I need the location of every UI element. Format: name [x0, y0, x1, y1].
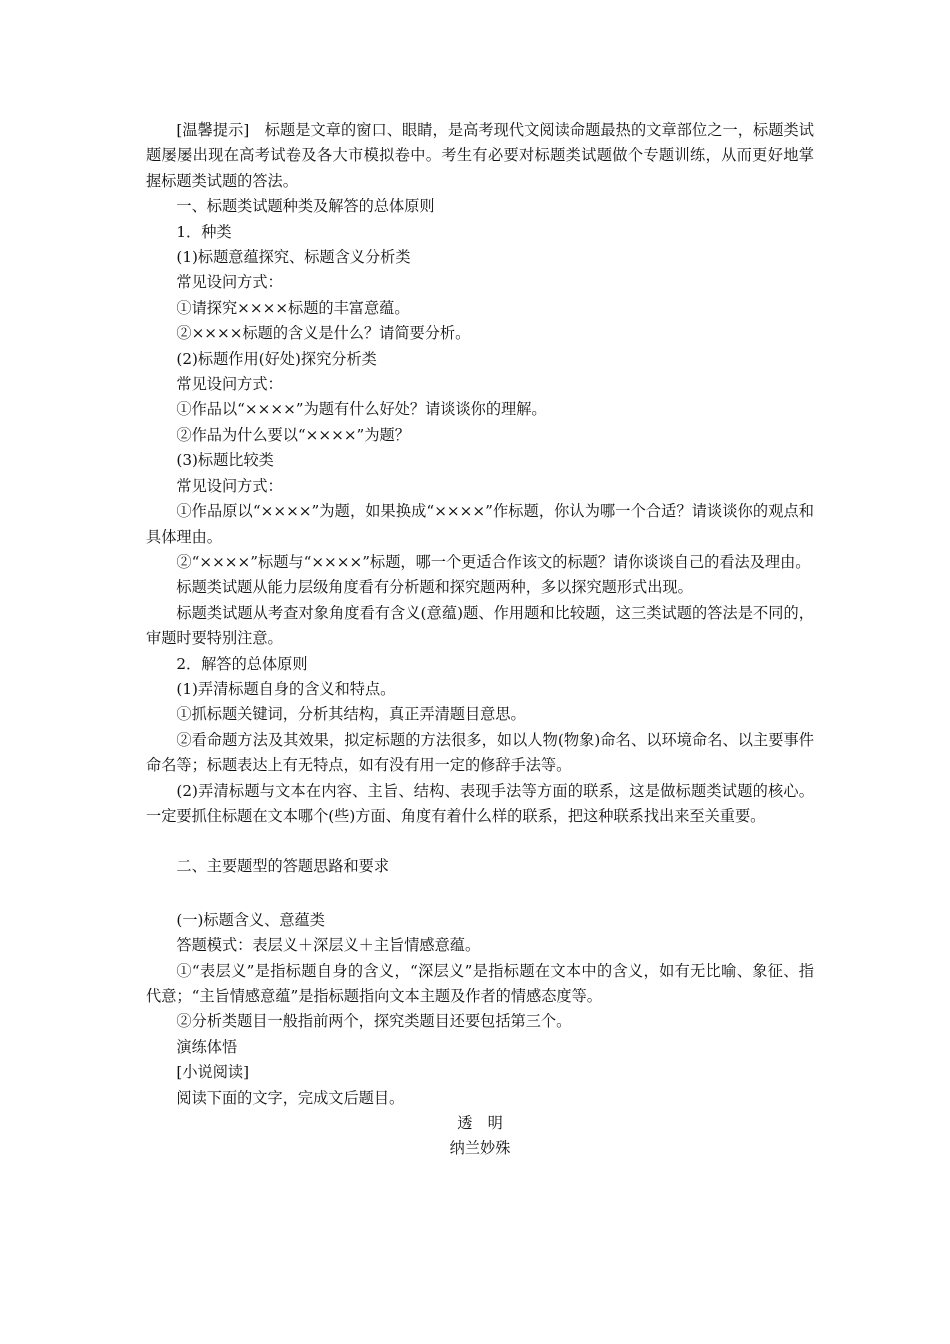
- type-2-item-a: ①作品以“××××”为题有什么好处？请谈谈你的理解。: [176, 400, 547, 419]
- subsection-principles-heading: 2．解答的总体原则: [176, 654, 308, 673]
- principle-2: (2)弄清标题与文本在内容、主旨、结构、表现手法等方面的联系，这是做标题类试题的核心。一定要抓住标题在文本哪个(些)方面、角度有着什么样的联系，把这种联系找出来至关重要。: [146, 781, 814, 825]
- novel-reading-tag: [小说阅读]: [176, 1063, 249, 1082]
- type-2-question-label: 常见设问方式：: [176, 375, 283, 394]
- answer-model-item-a: ①“表层义”是指标题自身的含义，“深层义”是指标题在文本中的含义，如有无比喻、象征、指代意；“主旨情感意蕴”是指标题指向文本主题及作者的情感态度等。: [146, 961, 814, 1005]
- subsection-types-heading: 1．种类: [176, 222, 232, 241]
- type-3-item-b: ②“××××”标题与“××××”标题，哪一个更适合作该文的标题？请你谈谈自己的看法及理由。: [176, 552, 811, 571]
- principle-1-item-b: ②看命题方法及其效果，拟定标题的方法很多，如以人物(物象)命名、以环境命名、以主要事件命名等；标题表达上有无特点，如有没有用一定的修辞手法等。: [146, 730, 814, 775]
- type-1-item-b: ②××××标题的含义是什么？请简要分析。: [176, 324, 471, 343]
- type-1-heading: (1)标题意蕴探究、标题含义分析类: [176, 248, 411, 267]
- principle-1-item-a: ①抓标题关键词，分析其结构，真正弄清题目意思。: [176, 705, 526, 724]
- answer-model-item-b: ②分析类题目一般指前两个，探究类题目还要包括第三个。: [176, 1012, 572, 1031]
- type-3-question-label: 常见设问方式：: [176, 476, 283, 495]
- section-1-heading: 一、标题类试题种类及解答的总体原则: [176, 197, 435, 216]
- category-1-heading: (一)标题含义、意蕴类: [176, 910, 325, 929]
- story-author: 纳兰妙殊: [449, 1139, 511, 1158]
- practice-heading: 演练体悟: [176, 1037, 238, 1056]
- type-1-question-label: 常见设问方式：: [176, 273, 283, 292]
- type-3-item-a: ①作品原以“××××”为题，如果换成“××××”作标题，你认为哪一个合适？请谈谈你的观点和具体理由。: [146, 502, 814, 546]
- note-exam-target: 标题类试题从考查对象角度看有含义(意蕴)题、作用题和比较题，这三类试题的答法是不同的，审题时要特别注意。: [146, 603, 814, 648]
- type-3-heading: (3)标题比较类: [176, 451, 274, 470]
- section-2-heading: 二、主要题型的答题思路和要求: [176, 857, 390, 876]
- note-ability-level: 标题类试题从能力层级角度看有分析题和探究题两种，多以探究题形式出现。: [176, 578, 693, 597]
- type-2-heading: (2)标题作用(好处)探究分析类: [176, 349, 377, 368]
- reading-instruction: 阅读下面的文字，完成文后题目。: [176, 1088, 405, 1107]
- story-title: 透 明: [457, 1114, 503, 1133]
- answer-model: 答题模式：表层义＋深层义＋主旨情感意蕴。: [176, 936, 481, 955]
- principle-1: (1)弄清标题自身的含义和特点。: [176, 679, 396, 698]
- document-page: [146, 118, 814, 1162]
- intro-paragraph: [温馨提示] 标题是文章的窗口、眼睛，是高考现代文阅读命题最热的文章部位之一，标题类试题屡屡出现在高考试卷及各大市模拟卷中。考生有必要对标题类试题做个专题训练，从而更好地掌握标题类试题的答法。: [146, 121, 814, 190]
- type-2-item-b: ②作品为什么要以“××××”为题？: [176, 425, 410, 444]
- type-1-item-a: ①请探究××××标题的丰富意蕴。: [176, 298, 410, 317]
